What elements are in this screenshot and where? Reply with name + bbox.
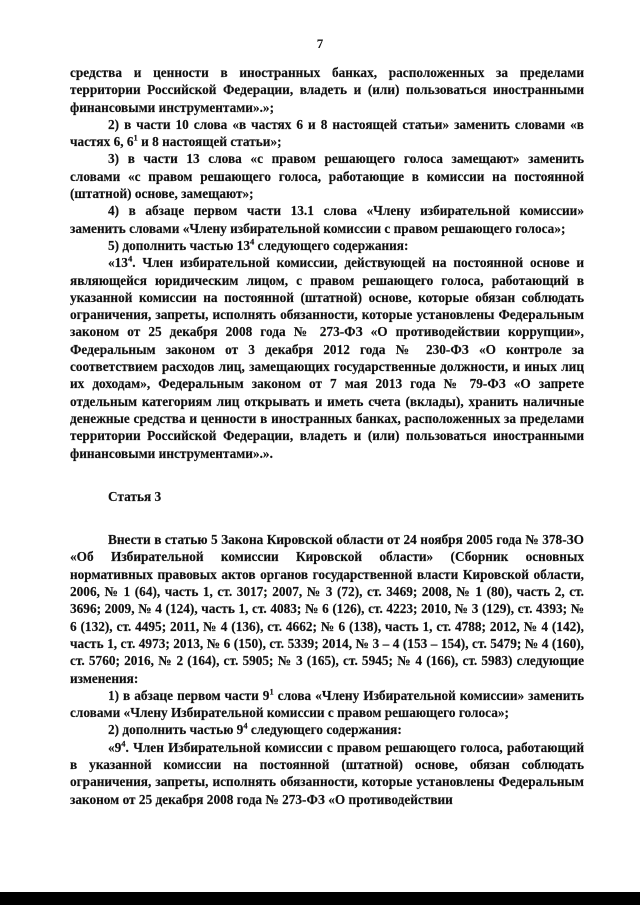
paragraph-continuation: средства и ценности в иностранных банках, расположенных за пределами территории Российской Федерации, владеть и (или) пользоваться иностранными финансовыми инструментами».»; [70, 65, 584, 115]
paragraph-article-3-item-2: 2) дополнить частью $9^4$ следующего содержания: [108, 720, 402, 738]
scan-bottom-border [0, 892, 640, 905]
paragraph-article-3-item-1: 1) в абзаце первом части $9^1$ слова «Члену Избирательной комиссии» заменить словами «Члену Избирательной комиссии с правом решающего голоса»; [70, 686, 585, 721]
paragraph-article-3-intro: Внести в статью 5 Закона Кировской области от 24 ноября 2005 года № 378-ЗО «Об Избирательной комиссии Кировской области» (Сборник основных нормативных правовых актов органов государственной власти Кировской области, 2006, № 1 (64), часть 1, ст. 3017; 2007, № 3 (72), ст. 3469; 2008, № 1 (80), часть 2, ст. 3696; 2009, № 4 (124), часть 1, ст. 4083; № 6 (126), ст. 4223; 2010, № 3 (129), ст. 4393; № 6 (132), ст. 4495; 2011, № 4 (136), ст. 4662; № 6 (138), часть 1, ст. 4788; 2012, № 4 (142), часть 1, ст. 4973; 2013, № 6 (150), ст. 5339; 2014, № 3 – 4 (153 – 154), ст. 5479; № 4 (160), ст. 5760; 2016, № 2 (164), ст. 5905; № 3 (165), ст. 5945; № 4 (166), ст. 5983) следующие изменения: [70, 532, 584, 686]
paragraph-amendment-4: 4) в абзаце первом части 13.1 слова «Члену избирательной комиссии» заменить словами «Члену избирательной комиссии с правом решающего голоса»; [70, 203, 584, 236]
paragraph-amendment-5: 5) дополнить частью $13^4$ следующего содержания: [108, 236, 409, 253]
paragraph-new-part-13-4: «$13^4$. Член избирательной комиссии, действующей на постоянной основе и являющейся юридическим лицом, с правом решающего голоса, работающий в указанной комиссии на постоянной (штатной) основе, которые обязан соблюдать ограничения, запреты, исполнять обязанности, которые установлены Федеральным законом от 25 декабря 2008 года № 273-ФЗ «О противодействии коррупции», Федеральным законом от 3 декабря 2012 года № 230-ФЗ «О контроле за соответствием расходов лиц, замещающих государственные должности, и иных лиц их доходам», Федеральным законом от 7 мая 2013 года № 79-ФЗ «О запрете отдельным категориям лиц открывать и иметь счета (вклады), хранить наличные денежные средства и ценности в иностранных банках, расположенных за пределами территории Российской Федерации, владеть и (или) пользоваться иностранными финансовыми инструментами».». [70, 253, 584, 461]
article-heading: Статья 3 [108, 488, 162, 504]
paragraph-new-part-9-4: «$9^4$. Член Избирательной комиссии с правом решающего голоса, работающий в указанной комиссии на постоянной (штатной) основе, обязан соблюдать ограничения, запреты, исполнять обязанности, которые установлены Федеральным законом от 25 декабря 2008 года № 273-ФЗ «О противодействии [70, 738, 584, 807]
page-number: 7 [316, 36, 324, 51]
document-body [70, 64, 584, 808]
paragraph-amendment-2: 2) в части 10 слова «в частях 6 и 8 настоящей статьи» заменить словами «в частях 6, $6^1$ и 8 настоящей статьи»; [70, 116, 584, 150]
paragraph-amendment-3: 3) в части 13 слова «с правом решающего голоса замещают» заменить словами «с правом решающего голоса, работающие в комиссии на постоянной (штатной) основе, замещают»; [70, 151, 584, 202]
